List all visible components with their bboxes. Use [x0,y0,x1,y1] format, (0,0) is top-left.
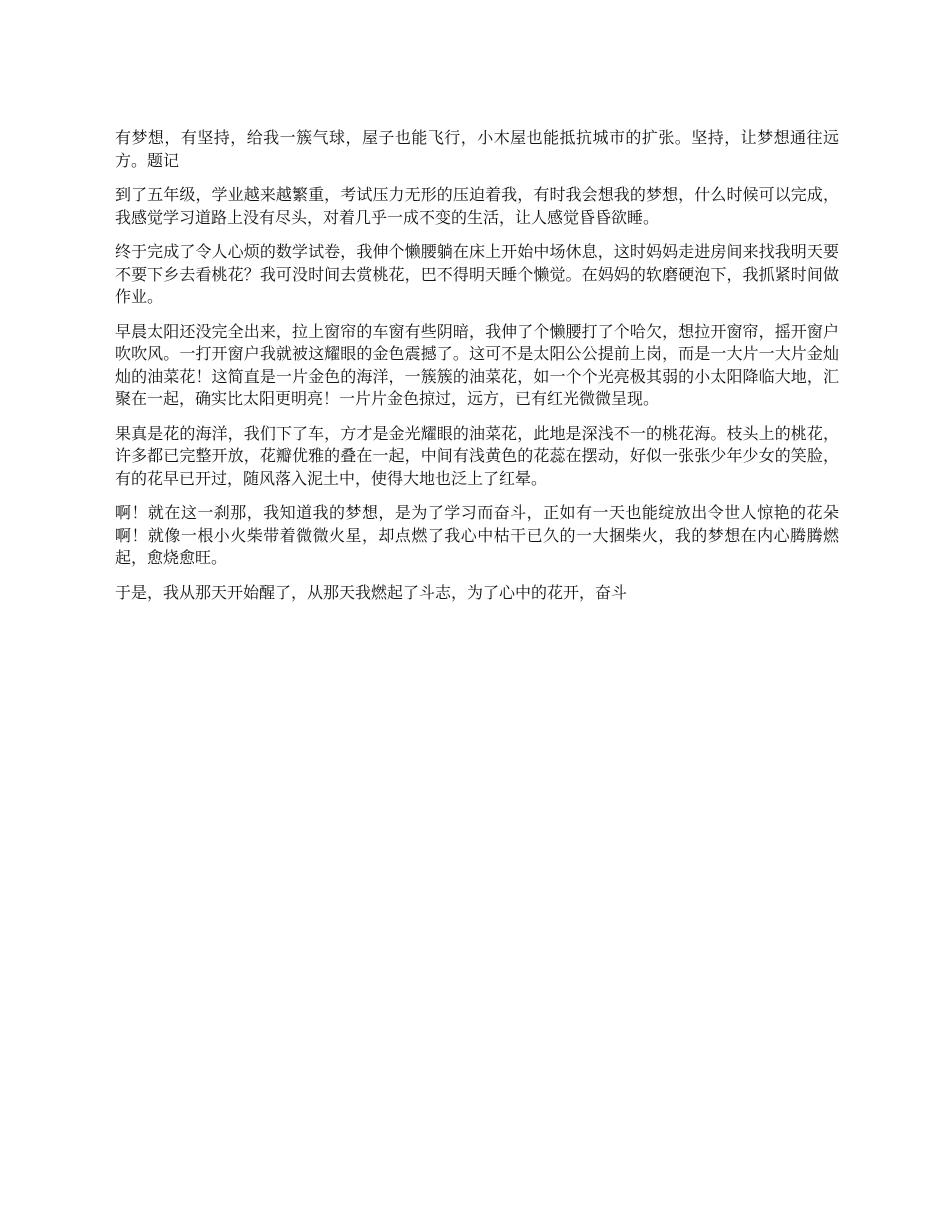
paragraph-6: 啊！就在这一刹那，我知道我的梦想，是为了学习而奋斗，正如有一天也能绽放出令世人惊艳的花朵啊！就像一根小火柴带着微微火星，却点燃了我心中枯干已久的一大捆柴火，我的梦想在内心腾腾燃起，愈烧愈旺。 [115,503,839,567]
paragraph-3: 终于完成了令人心烦的数学试卷，我伸个懒腰躺在床上开始中场休息，这时妈妈走进房间来找我明天要不要下乡去看桃花？我可没时间去赏桃花，巴不得明天睡个懒觉。在妈妈的软磨硬泡下，我抓紧时间做作业。 [115,242,839,306]
paragraph-5: 果真是花的海洋，我们下了车，方才是金光耀眼的油菜花，此地是深浅不一的桃花海。枝头上的桃花，许多都已完整开放，花瓣优雅的叠在一起，中间有浅黄色的花蕊在摆动，好似一张张少年少女的笑脸，有的花早已开过，随风落入泥土中，使得大地也泛上了红晕。 [115,423,839,488]
paragraph-2: 到了五年级，学业越来越繁重，考试压力无形的压迫着我，有时我会想我的梦想，什么时候可以完成，我感觉学习道路上没有尽头，对着几乎一成不变的生活，让人感觉昏昏欲睡。 [115,185,839,227]
document-body [115,127,839,616]
paragraph-4: 早晨太阳还没完全出来，拉上窗帘的车窗有些阴暗，我伸了个懒腰打了个哈欠，想拉开窗帘，摇开窗户吹吹风。一打开窗户我就被这耀眼的金色震撼了。这可不是太阳公公提前上岗，而是一大片一大片金灿灿的油菜花！这简直是一片金色的海洋，一簇簇的油菜花，如一个个光亮极其弱的小太阳降临大地，汇聚在一起，确实比太阳更明亮！一片片金色掠过，远方，已有红光微微呈现。 [115,321,839,408]
paragraph-1: 有梦想，有坚持，给我一簇气球，屋子也能飞行，小木屋也能抵抗城市的扩张。坚持，让梦想通往远方。题记 [115,128,839,170]
paragraph-7: 于是，我从那天开始醒了，从那天我燃起了斗志，为了心中的花开，奋斗 [115,582,628,602]
